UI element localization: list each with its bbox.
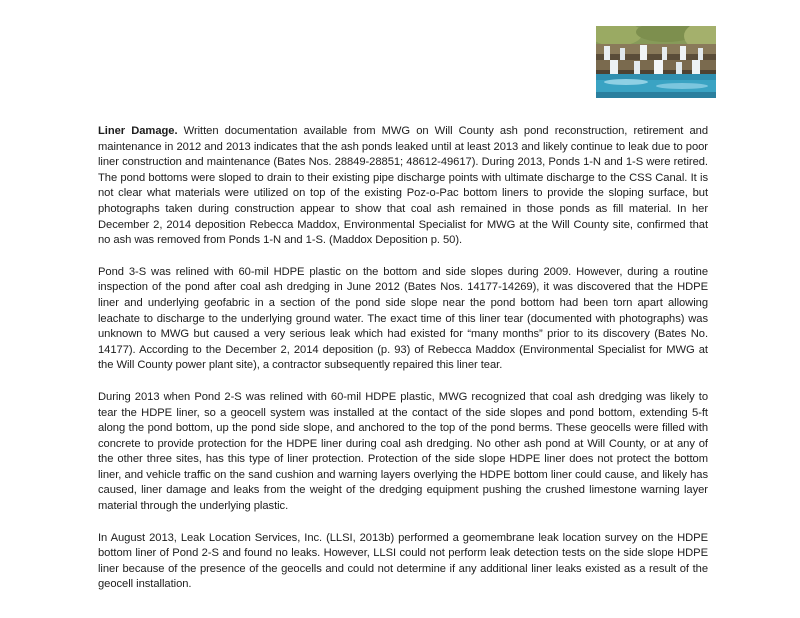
paragraph-pond-3s [98, 265, 708, 374]
document-body [98, 124, 708, 609]
paragraph-liner-damage [98, 124, 708, 249]
paragraph-text: Pond 3-S was relined with 60-mil HDPE plastic on the bottom and side slopes during 2009. However, during a routine inspection of the pond after coal ash dredging in June 2012 (Bates Nos. 14177-14269), it was discovered that the HDPE liner and underlying geofabric in a section of the pond side slope near the pond bottom had been torn apart allowing leachate to discharge to the underlying ground water. The exact time of this liner tear (documented with photographs) was unknown to MWG but caused a very serious leak which had existed for “many months” prior to its discovery (Bates No. 14177). According to the December 2, 2014 deposition (p. 93) of Rebecca Maddox (Environmental Specialist for MWG at the Will County power plant site), a contractor subsequently repaired this liner tear. [98, 265, 708, 372]
paragraph-leak-location-survey [98, 531, 708, 593]
paragraph-pond-2s-geocell [98, 390, 708, 515]
waterfall-logo-image [596, 26, 716, 98]
paragraph-text: Written documentation available from MWG on Will County ash pond reconstruction, retirement and maintenance in 2012 and 2013 indicates that the ash ponds leaked until at least 2013 and likely continue to leak due to poor liner construction and maintenance (Bates Nos. 28849-28851; 48612-49617). During 2013, Ponds 1-N and 1-S were retired. The pond bottoms were sloped to drain to their existing pipe discharge points with ultimate discharge to the CSS Canal. It is not clear what materials were utilized on top of the existing Poz-o-Pac bottom liners to provide the sloping surface, but photographs taken during construction appear to show that coal ash remained in those ponds as fill material. In her December 2, 2014 deposition Rebecca Maddox, Environmental Specialist for MWG at the Will County site, confirmed that no ash was removed from Ponds 1-N and 1-S. (Maddox Deposition p. 50). [98, 125, 708, 247]
paragraph-text: During 2013 when Pond 2-S was relined with 60-mil HDPE plastic, MWG recognized that coal ash dredging was likely to tear the HDPE liner, so a geocell system was installed at the contact of the side slopes and pond bottom, extending 5-ft along the pond bottom, up the pond side slope, and anchored to the top of the pond berms. These geocells were filled with concrete to provide protection for the HDPE liner during coal ash dredging. No other ash pond at Will County, or at any of the other three sites, has this type of liner protection. Protection of the side slope HDPE liner does not protect the bottom liner, and vehicle traffic on the sand cushion and warning layers overlying the HDPE bottom liner could cause, and likely has caused, liner damage and leaks from the weight of the dredging equipment pushing the crushed limestone warning layer material through the underlying plastic. [98, 390, 708, 513]
paragraph-lead-heading: Liner Damage. [98, 125, 178, 137]
paragraph-text: In August 2013, Leak Location Services, Inc. (LLSI, 2013b) performed a geomembrane leak location survey on the HDPE bottom liner of Pond 2-S and found no leaks. However, LLSI could not perform leak detection tests on the side slope HDPE liner because of the presence of the geocells and could not determine if any additional liner leaks existed as a result of the geocell installation. [98, 531, 708, 591]
